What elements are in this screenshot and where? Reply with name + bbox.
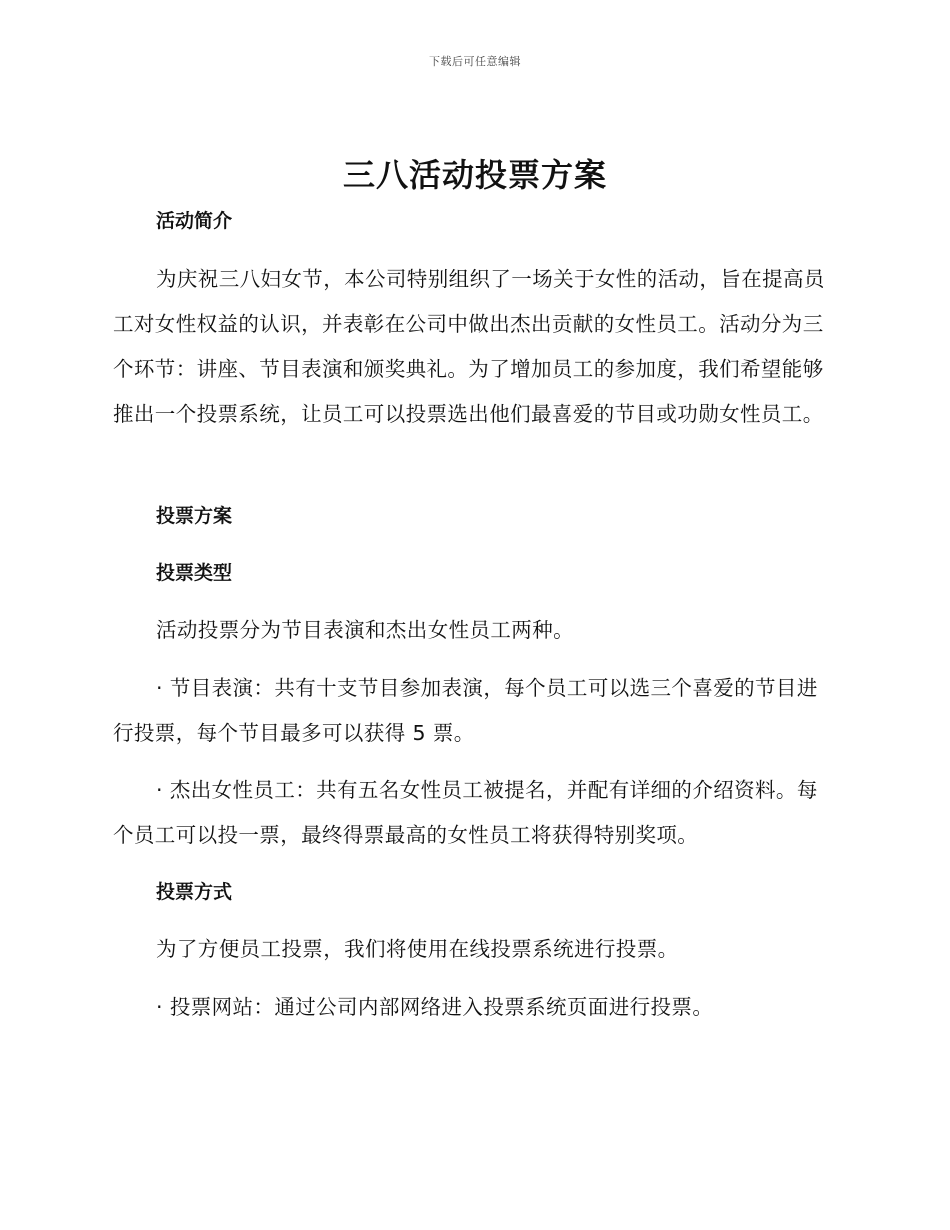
section-heading-type: 投票类型 xyxy=(156,562,233,584)
header-note: 下载后可任意编辑 xyxy=(429,55,521,68)
bullet-employee: · 杰出女性员工：共有五名女性员工被提名，并配有详细的介绍资料。每个员工可以投一票，最终得票最高的女性员工将获得特别奖项。 xyxy=(113,778,818,847)
section-heading-intro: 活动简介 xyxy=(156,210,233,232)
section-heading-method: 投票方式 xyxy=(156,881,233,903)
type-paragraph: 活动投票分为节目表演和杰出女性员工两种。 xyxy=(156,618,574,642)
bullet-website: · 投票网站：通过公司内部网络进入投票系统页面进行投票。 xyxy=(156,995,714,1019)
document-title: 三八活动投票方案 xyxy=(342,156,607,194)
bullet-program: · 节目表演：共有十支节目参加表演，每个员工可以选三个喜爱的节目进行投票，每个节目最多可以获得 5 票。 xyxy=(113,676,818,745)
method-paragraph: 为了方便员工投票，我们将使用在线投票系统进行投票。 xyxy=(156,937,679,961)
intro-paragraph: 为庆祝三八妇女节，本公司特别组织了一场关于女性的活动，旨在提高员工对女性权益的认识，并表彰在公司中做出杰出贡献的女性员工。活动分为三个环节：讲座、节目表演和颁奖典礼。为了增加员工的参加度，我们希望能够推出一个投票系统，让员工可以投票选出他们最喜爱的节目或功勋女性员工。 xyxy=(113,267,825,426)
section-heading-plan: 投票方案 xyxy=(156,505,233,527)
